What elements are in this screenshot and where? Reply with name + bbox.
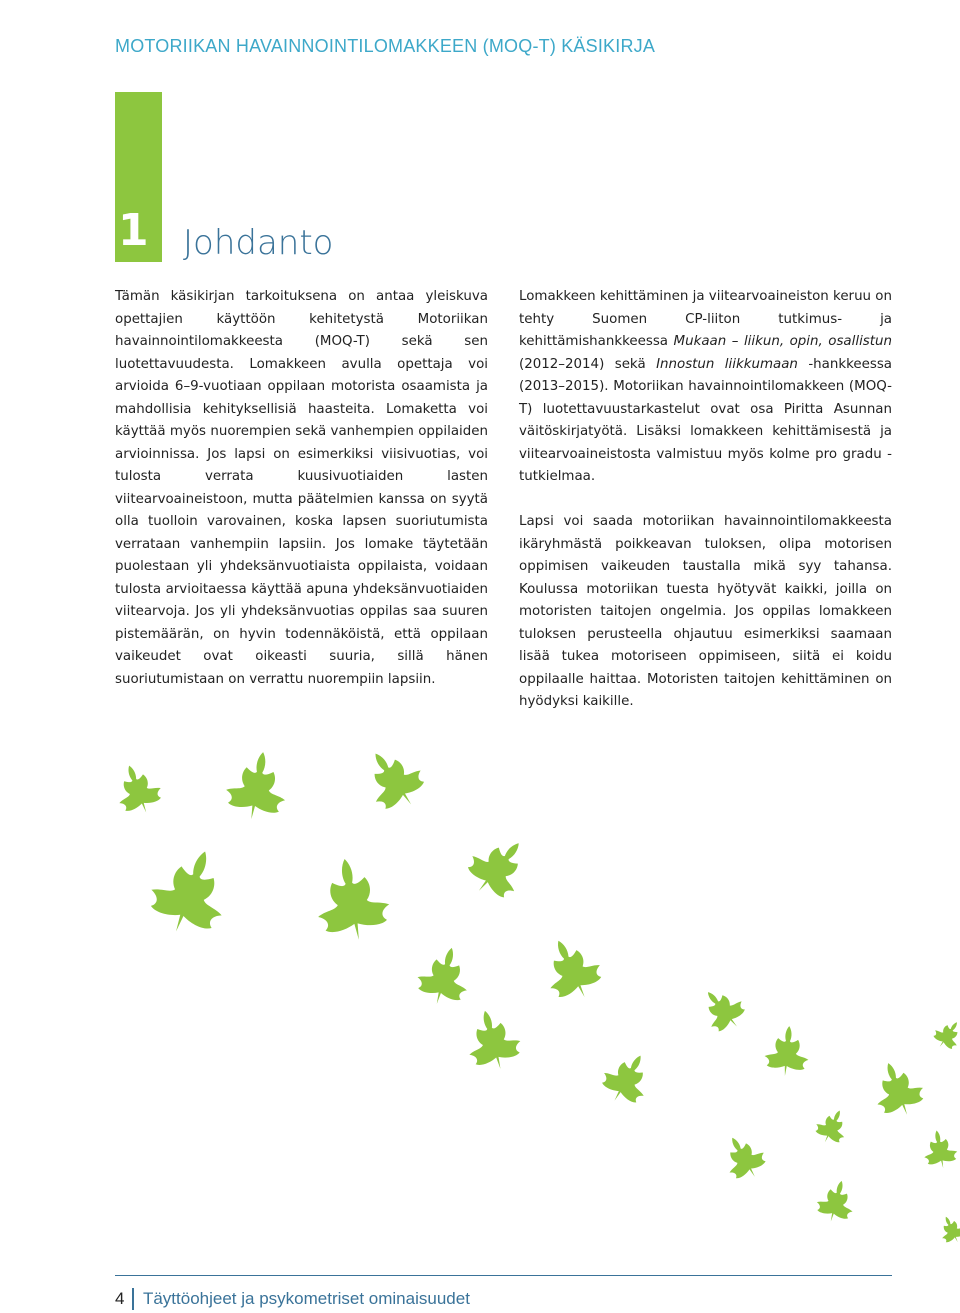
project-name-2: Innostun liikkumaan bbox=[656, 356, 798, 372]
maple-leaf-icon bbox=[353, 738, 433, 820]
page-footer bbox=[115, 1288, 470, 1310]
maple-leaf-icon bbox=[595, 1044, 661, 1112]
maple-leaf-icon bbox=[929, 1015, 960, 1055]
project-name-1: Mukaan – liikun, opin, osallistun bbox=[673, 334, 892, 349]
maple-leaf-icon bbox=[811, 1104, 854, 1149]
right-paragraph-1-part-3: -hankkeessa (2013–2015). Motoriikan havainnointilomakkeen (MOQ-T) luotettavuustarkastelut ovat osa Piritta Asunnan väitöskirjatyötä. Lisäksi lomakkeen kehittämisestä ja viitearvoaineistosta valmistuu myös kolme pro gradu -tutkielmaa. bbox=[519, 356, 892, 484]
maple-leaf-icon bbox=[222, 747, 293, 824]
page-number: 4 bbox=[115, 1289, 125, 1308]
right-paragraph-1-part-2: (2012–2014) sekä bbox=[519, 356, 657, 372]
maple-leaf-icon bbox=[459, 1004, 526, 1076]
maple-leaf-icon bbox=[141, 839, 240, 944]
chapter-number: 1 bbox=[118, 205, 149, 256]
maple-leaf-icon bbox=[813, 1176, 860, 1226]
maple-leaf-icon bbox=[534, 929, 610, 1008]
maple-leaf-icon bbox=[920, 1128, 960, 1171]
right-paragraph-1-part-1: Lomakkeen kehittäminen ja viitearvoaineiston keruu on tehty Suomen CP-liiton tutkimus- ja kehittämishankkeessa bbox=[519, 289, 892, 349]
maple-leaf-icon bbox=[412, 941, 476, 1010]
left-paragraph-part-2: Jos lapsi on esimerkiksi viisivuotias, voi tulosta verrata kuusivuotiaiden lasten viitearvoaineistoon, mutta päätelmien kanssa on syytä olla tuolloin varovainen, koska lapsen suoriutumista verrataan vanhempiin lapsiin. Jos lomake täytetään puolestaan yli yhdeksänvuotiaista oppilaista, voidaan tulosta arvioitaessa käyttää apuna yhdeksänvuotiaiden viitearvoja. Jos yli yhdeksänvuotias oppilas saa suuren pistemäärän, on hyvin todennäköistä, että oppilaan vaikeudet ovat oikeasti suuria, sillä hänen suoriutumistaan on verrattu nuorempiin lapsiin. bbox=[115, 446, 488, 687]
maple-leaf-icon bbox=[108, 758, 166, 820]
maple-leaf-icon bbox=[715, 1128, 772, 1187]
footer-rule bbox=[115, 1275, 892, 1276]
footer-section-title: Täyttöohjeet ja psykometriset ominaisuudet bbox=[142, 1289, 470, 1308]
maple-leaf-icon bbox=[458, 826, 540, 909]
maple-leaf-icon bbox=[865, 1055, 929, 1123]
chapter-title: Johdanto bbox=[183, 223, 334, 263]
maple-leaf-icon bbox=[693, 979, 752, 1039]
running-header: MOTORIIKAN HAVAINNOINTILOMAKKEEN (MOQ-T) KÄSIKIRJA bbox=[115, 36, 656, 56]
left-paragraph-part-1: Tämän käsikirjan tarkoituksena on antaa yleiskuva opettajien käyttöön kehitetystä Motoriikan havainnointilomakkeesta (MOQ-T) sekä sen luotettavuudesta. Lomakkeen avulla opettaja voi arvioida 6–9-vuotiaan oppilaan motorista osaamista ja mahdollisia kehityksellisiä haasteita. Lomaketta voi käyttää myös nuorempien sekä vanhempien oppilaiden arvioinnissa. bbox=[115, 289, 488, 462]
maple-leaf-icon bbox=[309, 853, 394, 946]
maple-leaf-icon bbox=[935, 1212, 960, 1248]
right-paragraph-2: Lapsi voi saada motoriikan havainnointilomakkeesta ikäryhmästä poikkeavan tuloksen, olipa motorisen oppimisen vaikeuden taustalla mikä syy tahansa. Koulussa motoriikan tuesta hyötyvät kaikki, joilla on motoristen taitojen ongelmia. Jos oppilas lomakkeen tuloksen perusteella ohjautuu esimerkiksi saamaan lisää tukea motoriseen oppimiseen, siitä ei koidu oppilaalle haittaa. Motoristen taitojen kehittäminen on hyödyksi kaikille. bbox=[519, 514, 892, 709]
maple-leaf-icon bbox=[763, 1024, 811, 1078]
footer-separator bbox=[132, 1288, 134, 1310]
